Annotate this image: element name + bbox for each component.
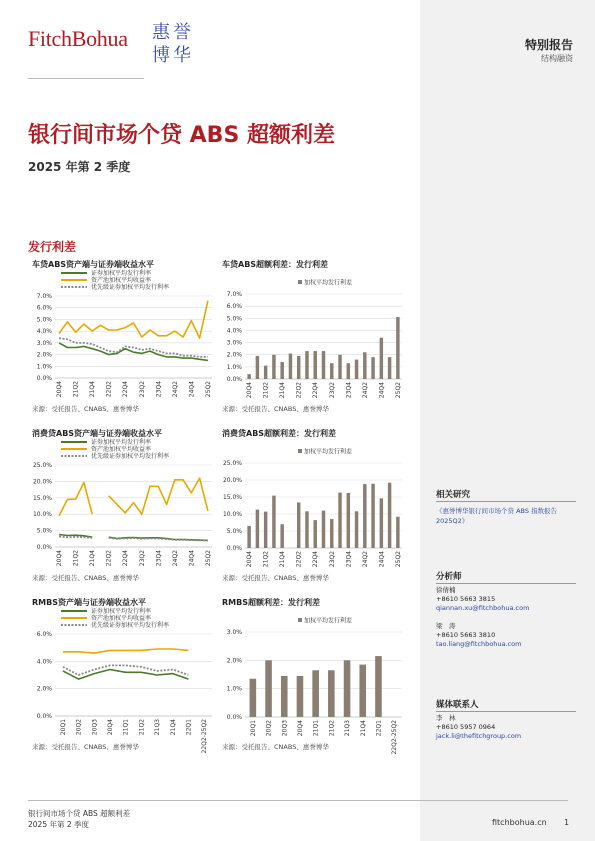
sidebar-divider xyxy=(436,583,576,584)
header-divider xyxy=(28,78,144,79)
bar xyxy=(272,496,275,548)
bar xyxy=(380,498,383,548)
x-tick-label: 23Q4 xyxy=(345,382,353,399)
related-research-heading: 相关研究 xyxy=(436,490,471,500)
x-tick-label: 21Q3 xyxy=(344,720,352,737)
x-tick-label: 22Q4 xyxy=(312,551,320,568)
bar xyxy=(312,670,319,717)
bar xyxy=(396,317,399,379)
x-tick-label: 24Q2 xyxy=(361,551,369,568)
series-line xyxy=(59,537,92,538)
bar xyxy=(280,524,283,548)
analyst-contact: 徐倩楠 +8610 5663 3815 qiannan.xu@fitchbohua.com xyxy=(436,586,530,612)
bar xyxy=(247,526,250,548)
x-tick-label: 25Q2 xyxy=(204,550,212,567)
x-tick-label: 20Q4 xyxy=(246,551,254,568)
legend-label: 资产池加权平均收益率 xyxy=(91,277,152,284)
y-tick-label: 2.0% xyxy=(226,351,242,359)
x-tick-label: 22Q2-25Q2 xyxy=(201,719,209,754)
car-loan-yield-chart xyxy=(28,258,218,418)
consumer-loan-spread-chart xyxy=(218,427,408,587)
y-tick-label: 1.0% xyxy=(226,363,242,371)
consumer-loan-yield-chart xyxy=(28,427,218,587)
chart-source: 来源：受托报告、CNABS、惠誉博华 xyxy=(222,743,329,751)
x-tick-label: 24Q4 xyxy=(188,550,196,567)
bar xyxy=(375,656,382,717)
bar xyxy=(264,512,267,548)
analyst-contact: 梁 涛 +8610 5663 3810 tao.liang@fitchbohua.com xyxy=(436,622,522,648)
y-tick-label: 6.0% xyxy=(36,631,52,638)
media-contact: 李 林 +8610 5957 0964 jack.li@thefitchgroup.com xyxy=(436,714,522,740)
x-tick-label: 24Q2 xyxy=(171,381,179,398)
bar xyxy=(256,356,259,379)
bar xyxy=(322,511,325,548)
y-tick-label: 0.0% xyxy=(36,544,52,551)
bar xyxy=(371,357,374,379)
media-contact-heading: 媒体联系人 xyxy=(436,700,479,710)
x-tick-label: 21Q3 xyxy=(154,719,162,736)
bar xyxy=(338,355,341,379)
bar xyxy=(314,351,317,379)
y-tick-label: 4.0% xyxy=(226,327,242,335)
bar xyxy=(281,676,288,717)
y-tick-label: 25.0% xyxy=(32,462,52,469)
bar xyxy=(297,502,300,548)
footer-divider xyxy=(28,800,568,801)
bar xyxy=(396,517,399,548)
report-type: 特别报告 xyxy=(524,38,573,52)
series-line xyxy=(63,649,188,653)
y-tick-label: 0.0% xyxy=(226,545,242,552)
bar xyxy=(338,493,341,548)
x-tick-label: 25Q2 xyxy=(394,382,402,399)
bar xyxy=(305,351,308,379)
chart-title: 消费贷ABS资产端与证券端收益水平 xyxy=(32,429,163,438)
x-tick-label: 21Q2 xyxy=(72,381,80,398)
x-tick-label: 22Q4 xyxy=(312,382,320,399)
chart-title: 消费贷ABS超额利差：发行利差 xyxy=(222,429,337,438)
chart-title: RMBS资产端与证券端收益水平 xyxy=(32,598,146,607)
x-tick-label: 20Q2 xyxy=(75,719,83,736)
y-tick-label: 0.0% xyxy=(226,376,242,383)
bar xyxy=(322,351,325,379)
bar xyxy=(297,676,304,717)
bar xyxy=(355,360,358,379)
series-line xyxy=(109,478,208,514)
legend-label: 证券加权平均发行利率 xyxy=(91,439,152,446)
x-tick-label: 23Q4 xyxy=(155,381,163,398)
bar xyxy=(297,356,300,379)
x-tick-label: 21Q2 xyxy=(72,550,80,567)
chart-source: 来源：受托报告、CNABS、惠誉博华 xyxy=(222,574,329,582)
x-tick-label: 24Q2 xyxy=(171,550,179,567)
y-tick-label: 5.0% xyxy=(36,316,52,324)
bar xyxy=(305,511,308,548)
x-tick-label: 20Q2 xyxy=(265,720,273,737)
sidebar-divider xyxy=(436,711,576,712)
legend-swatch xyxy=(298,618,302,622)
chart-svg xyxy=(28,427,218,587)
footer-doc-title: 银行间市场个贷 ABS 超额利差 2025 年第 2 季度 xyxy=(28,809,131,829)
x-tick-label: 22Q2 xyxy=(295,382,303,399)
x-tick-label: 23Q2 xyxy=(328,382,336,399)
x-tick-label: 20Q4 xyxy=(56,381,64,398)
y-tick-label: 7.0% xyxy=(36,293,52,300)
x-tick-label: 23Q2 xyxy=(328,551,336,568)
analysts-heading: 分析师 xyxy=(436,572,462,582)
y-tick-label: 10.0% xyxy=(32,511,52,519)
chart-source: 来源：受托报告、CNABS、惠誉博华 xyxy=(32,405,139,413)
y-tick-label: 3.0% xyxy=(226,339,242,347)
x-tick-label: 25Q2 xyxy=(394,551,402,568)
x-tick-label: 20Q1 xyxy=(59,719,67,736)
x-tick-label: 20Q4 xyxy=(106,719,114,736)
legend-label: 资产池加权平均收益率 xyxy=(91,615,152,622)
analyst-email[interactable]: qiannan.xu@fitchbohua.com xyxy=(436,604,530,612)
bar xyxy=(359,665,366,717)
y-tick-label: 6.0% xyxy=(36,304,52,312)
legend-swatch xyxy=(298,449,302,453)
x-tick-label: 22Q4 xyxy=(122,381,130,398)
page-subtitle: 2025 年第 2 季度 xyxy=(28,160,131,174)
bar xyxy=(247,374,250,379)
legend-label: 证券加权平均发行利率 xyxy=(91,608,152,615)
x-tick-label: 21Q4 xyxy=(359,720,367,737)
y-tick-label: 20.0% xyxy=(222,477,242,484)
bar xyxy=(347,493,350,548)
x-tick-label: 20Q1 xyxy=(249,720,257,737)
x-tick-label: 23Q4 xyxy=(345,551,353,568)
x-tick-label: 22Q2 xyxy=(105,550,113,567)
y-tick-label: 2.0% xyxy=(36,351,52,359)
legend-label: 加权平均发行利差 xyxy=(304,617,353,625)
x-tick-label: 21Q4 xyxy=(89,550,97,567)
chart-source: 来源：受托报告、CNABS、惠誉博华 xyxy=(32,743,139,751)
x-tick-label: 20Q4 xyxy=(56,550,64,567)
legend-label: 证券加权平均发行利率 xyxy=(91,270,152,277)
rmbs-yield-chart xyxy=(28,596,218,756)
y-tick-label: 15.0% xyxy=(222,494,242,501)
chart-title: RMBS超额利差：发行利差 xyxy=(222,598,320,607)
series-line xyxy=(63,670,188,680)
y-tick-label: 0.0% xyxy=(36,713,52,720)
y-tick-label: 2.0% xyxy=(36,685,52,693)
y-tick-label: 10.0% xyxy=(222,511,242,518)
page-number: 1 xyxy=(564,818,570,827)
y-tick-label: 3.0% xyxy=(226,629,242,636)
chart-source: 来源：受托报告、CNABS、惠誉博华 xyxy=(32,574,139,582)
bar xyxy=(280,362,283,379)
x-tick-label: 20Q4 xyxy=(246,382,254,399)
related-research-link[interactable]: 《惠誉博华银行间市场个贷 ABS 指数报告 2025Q2》 xyxy=(436,507,558,525)
x-tick-label: 24Q4 xyxy=(378,382,386,399)
x-tick-label: 22Q1 xyxy=(185,719,193,736)
chart-svg xyxy=(28,258,218,418)
bar xyxy=(256,510,259,548)
chart-svg xyxy=(218,596,408,756)
bar xyxy=(289,354,292,380)
y-tick-label: 3.0% xyxy=(36,339,52,347)
chart-source: 来源：受托报告、CNABS、惠誉博华 xyxy=(222,405,329,413)
chart-svg xyxy=(218,427,408,587)
x-tick-label: 22Q2-25Q2 xyxy=(391,720,399,755)
y-tick-label: 1.0% xyxy=(226,685,242,693)
bar xyxy=(344,660,351,717)
y-tick-label: 5.0% xyxy=(226,315,242,323)
footer-site-link[interactable]: fitchbohua.cn xyxy=(492,818,547,827)
x-tick-label: 22Q4 xyxy=(122,550,130,567)
y-tick-label: 4.0% xyxy=(36,328,52,336)
legend-label: 加权平均发行利差 xyxy=(304,448,353,456)
legend-label: 优先级证券加权平均发行利率 xyxy=(91,284,170,291)
legend-label: 加权平均发行利差 xyxy=(304,279,353,287)
x-tick-label: 23Q4 xyxy=(155,550,163,567)
x-tick-label: 20Q4 xyxy=(296,720,304,737)
bar xyxy=(314,520,317,548)
bar xyxy=(371,484,374,548)
y-tick-label: 0.0% xyxy=(226,714,242,721)
legend-swatch xyxy=(298,280,302,284)
x-tick-label: 23Q2 xyxy=(138,381,146,398)
x-tick-label: 21Q2 xyxy=(328,720,336,737)
bar xyxy=(272,355,275,379)
y-tick-label: 20.0% xyxy=(32,478,52,486)
y-tick-label: 7.0% xyxy=(226,291,242,298)
x-tick-label: 21Q1 xyxy=(312,720,320,737)
legend-label: 资产池加权平均收益率 xyxy=(91,446,152,453)
y-tick-label: 5.0% xyxy=(226,528,242,535)
x-tick-label: 21Q2 xyxy=(262,551,270,568)
x-tick-label: 21Q2 xyxy=(262,382,270,399)
legend-label: 优先级证券加权平均发行利率 xyxy=(91,622,170,629)
x-tick-label: 21Q4 xyxy=(279,551,287,568)
sidebar-divider xyxy=(436,501,576,502)
x-tick-label: 21Q4 xyxy=(169,719,177,736)
analyst-email[interactable]: tao.liang@fitchbohua.com xyxy=(436,640,522,648)
y-tick-label: 1.0% xyxy=(36,363,52,371)
bar xyxy=(355,511,358,548)
report-category: 结构融资 xyxy=(541,54,573,63)
x-tick-label: 22Q2 xyxy=(295,551,303,568)
bar xyxy=(330,363,333,379)
x-tick-label: 24Q4 xyxy=(378,551,386,568)
x-tick-label: 21Q4 xyxy=(89,381,97,398)
bar xyxy=(380,338,383,379)
x-tick-label: 20Q3 xyxy=(281,720,289,737)
x-tick-label: 21Q1 xyxy=(122,719,130,736)
bar xyxy=(265,660,272,717)
bar xyxy=(347,363,350,379)
page-title: 银行间市场个贷 ABS 超额利差 xyxy=(28,123,335,148)
x-tick-label: 22Q2 xyxy=(105,381,113,398)
x-tick-label: 24Q2 xyxy=(361,382,369,399)
y-tick-label: 6.0% xyxy=(226,303,242,311)
y-tick-label: 0.0% xyxy=(36,375,52,382)
x-tick-label: 21Q4 xyxy=(279,382,287,399)
legend-label: 优先级证券加权平均发行利率 xyxy=(91,453,170,460)
y-tick-label: 15.0% xyxy=(32,494,52,502)
x-tick-label: 25Q2 xyxy=(204,381,212,398)
y-tick-label: 2.0% xyxy=(226,657,242,665)
bar xyxy=(363,352,366,379)
brand-mark-logo: 惠 誉 博 华 xyxy=(152,22,191,66)
x-tick-label: 23Q2 xyxy=(138,550,146,567)
x-tick-label: 20Q3 xyxy=(91,719,99,736)
section-title: 发行利差 xyxy=(28,240,77,254)
car-loan-spread-chart xyxy=(218,258,408,418)
bar xyxy=(328,670,335,717)
y-tick-label: 4.0% xyxy=(36,658,52,666)
bar xyxy=(264,366,267,379)
x-tick-label: 24Q4 xyxy=(188,381,196,398)
bar xyxy=(388,357,391,379)
chart-title: 车贷ABS超额利差：发行利差 xyxy=(222,260,329,269)
rmbs-spread-chart xyxy=(218,596,408,756)
y-tick-label: 25.0% xyxy=(222,460,242,467)
bar xyxy=(330,519,333,548)
bar xyxy=(388,483,391,548)
x-tick-label: 22Q1 xyxy=(375,720,383,737)
x-tick-label: 21Q2 xyxy=(138,719,146,736)
y-tick-label: 5.0% xyxy=(36,527,52,535)
bar xyxy=(363,484,366,548)
chart-svg xyxy=(218,258,408,418)
series-line xyxy=(59,343,208,361)
chart-svg xyxy=(28,596,218,756)
bar xyxy=(250,679,257,717)
fitchbohua-logo[interactable]: FitchBohua xyxy=(28,26,128,51)
media-email[interactable]: jack.li@thefitchgroup.com xyxy=(436,732,522,740)
chart-title: 车贷ABS资产端与证券端收益水平 xyxy=(32,260,155,269)
